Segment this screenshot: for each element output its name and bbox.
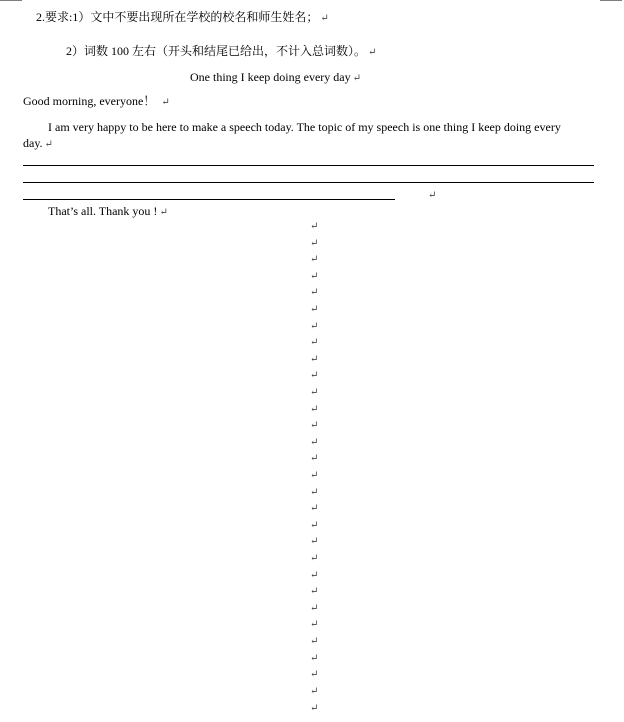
- empty-paragraph-mark: ↵: [310, 337, 319, 348]
- opening-text-1: I am very happy to be here to make a speech today. The topic of my speech is one thing I keep doing every: [48, 120, 561, 134]
- paragraph-mark: ↵: [159, 207, 168, 218]
- empty-paragraph-mark: ↵: [310, 686, 319, 697]
- empty-paragraph-mark: ↵: [310, 653, 319, 664]
- essay-title-text: One thing I keep doing every day: [190, 70, 351, 84]
- requirement-text-1: 2.要求:1）文中不要出现所在学校的校名和师生姓名；: [36, 10, 319, 24]
- empty-paragraph-mark: ↵: [310, 404, 319, 415]
- writing-area-mark: [426, 187, 436, 203]
- empty-paragraph-mark: ↵: [310, 487, 319, 498]
- empty-paragraph-mark: ↵: [310, 553, 319, 564]
- opening-line-2: [23, 136, 53, 152]
- empty-paragraph-mark: ↵: [310, 271, 319, 282]
- paragraph-mark: ↵: [368, 47, 377, 58]
- paragraph-mark: ↵: [320, 13, 329, 24]
- greeting-text: Good morning, everyone！: [23, 94, 156, 108]
- empty-paragraph-mark: ↵: [310, 304, 319, 315]
- empty-paragraph-mark: ↵: [310, 669, 319, 680]
- requirement-line-2: [66, 44, 376, 60]
- empty-paragraph-mark: ↵: [310, 321, 319, 332]
- empty-paragraph-mark: ↵: [310, 570, 319, 581]
- writing-line-2: [23, 182, 594, 183]
- crop-mark-right: [600, 0, 622, 1]
- requirement-text-2: 2）词数 100 左右（开头和结尾已给出，不计入总词数）。: [66, 44, 367, 58]
- empty-paragraph-mark: ↵: [310, 703, 319, 714]
- requirement-line-1: [36, 10, 329, 26]
- empty-paragraph-mark: ↵: [310, 520, 319, 531]
- opening-text-2: day.: [23, 136, 43, 150]
- empty-paragraph-mark: ↵: [310, 619, 319, 630]
- opening-line-1: [48, 120, 561, 134]
- empty-paragraph-mark: ↵: [310, 221, 319, 232]
- empty-paragraph-mark: ↵: [310, 453, 319, 464]
- paragraph-mark: ↵: [161, 97, 170, 108]
- empty-paragraph-mark: ↵: [310, 287, 319, 298]
- writing-line-3: [23, 199, 395, 200]
- empty-paragraph-mark: ↵: [310, 536, 319, 547]
- empty-paragraph-mark: ↵: [310, 603, 319, 614]
- empty-paragraph-mark: ↵: [310, 387, 319, 398]
- closing-text: That’s all. Thank you !: [48, 204, 158, 218]
- empty-paragraph-mark: ↵: [310, 354, 319, 365]
- empty-paragraph-mark: ↵: [310, 420, 319, 431]
- crop-mark-left: [0, 0, 22, 1]
- empty-paragraph-mark: ↵: [310, 586, 319, 597]
- greeting: [23, 94, 170, 110]
- paragraph-mark: ↵: [428, 190, 437, 201]
- empty-paragraph-mark: ↵: [310, 238, 319, 249]
- paragraph-mark: ↵: [352, 73, 362, 84]
- closing: [48, 204, 168, 220]
- empty-paragraph-mark: ↵: [310, 437, 319, 448]
- empty-paragraph-mark: ↵: [310, 636, 319, 647]
- empty-paragraph-mark: ↵: [310, 370, 319, 381]
- paragraph-mark: ↵: [44, 139, 53, 150]
- empty-paragraph-mark: ↵: [310, 503, 319, 514]
- empty-paragraph-mark: ↵: [310, 470, 319, 481]
- writing-line-1: [23, 165, 594, 166]
- essay-title: [190, 70, 361, 86]
- empty-paragraph-mark: ↵: [310, 254, 319, 265]
